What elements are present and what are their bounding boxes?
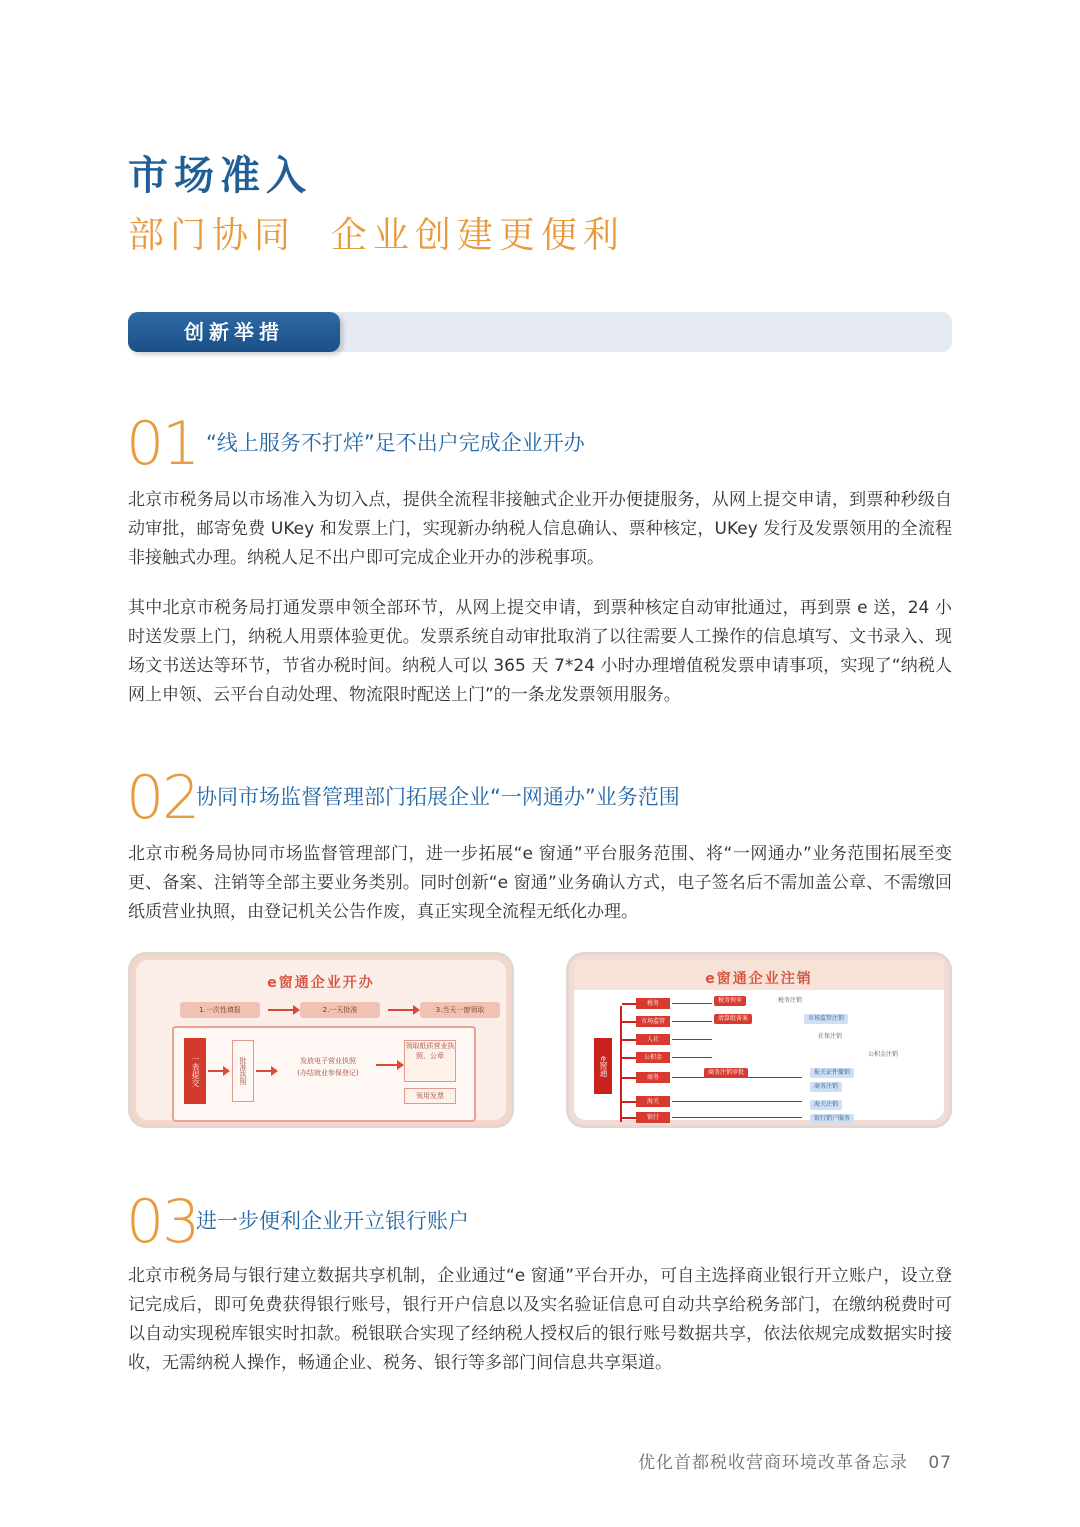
arrow-icon bbox=[256, 1070, 276, 1072]
submit-box: 一表提交 bbox=[184, 1038, 206, 1104]
figure-enterprise-deregistration bbox=[566, 952, 952, 1128]
approve-box: 批准执照 bbox=[232, 1040, 254, 1102]
flow-note: 商务注销审批 bbox=[704, 1068, 748, 1078]
row-connector bbox=[622, 1039, 636, 1041]
flow-step: 2.一天批准 bbox=[300, 1002, 380, 1018]
flow-note: 海关注销 bbox=[810, 1100, 842, 1110]
flow-note: 税务预审 bbox=[714, 996, 746, 1006]
row-connector bbox=[622, 1003, 636, 1005]
arrow-icon bbox=[268, 1009, 298, 1011]
body-paragraph: 北京市税务局协同市场监督管理部门，进一步拓展“e 窗通”平台服务范围、将“一网通办”业务范围拓展至变更、备案、注销等全部主要业务类别。同时创新“e 窗通”业务确认方式，电子签名后不需加盖公章、不需缴回纸质营业执照，由登记机关公告作废，真正实现全流程无纸化办理。 bbox=[128, 844, 952, 922]
flow-note: 清算组备案 bbox=[714, 1014, 752, 1024]
section-number: 03 bbox=[126, 1187, 199, 1257]
arrow-icon bbox=[672, 1039, 712, 1040]
dept-box: 海关 bbox=[636, 1096, 670, 1107]
figure-title: e窗通企业注销 bbox=[705, 971, 813, 987]
row-connector bbox=[622, 1117, 636, 1119]
arrow-icon bbox=[672, 1057, 712, 1058]
issue-note: (办结就业参保登记) bbox=[297, 1069, 359, 1077]
dept-box: 银行 bbox=[636, 1112, 670, 1123]
body-paragraph: 其中北京市税务局打通发票申领全部环节，从网上提交申请，到票种核定自动审批通过，再到票 e 送，24 小时送发票上门，纳税人用票体验更优。发票系统自动审批取消了以往需要人工操作的信息填写、文书录入、现场文书送达等环节，节省办税时间。纳税人可以 365 天 7*24 小时办理增值税发票申请事项，实现了“纳税人网上申领、云平台自动处理、物流限时配送上门”的一条龙发票领用服务。 bbox=[128, 598, 952, 705]
arrow-icon bbox=[388, 1009, 418, 1011]
flow-note: 税务注销 bbox=[774, 996, 806, 1006]
section-number: 01 bbox=[126, 409, 199, 479]
section-title: 协同市场监督管理部门拓展企业“一网通办”业务范围 bbox=[196, 785, 680, 809]
invoice-box: 领用发票 bbox=[404, 1088, 456, 1104]
footer-text: 优化首都税收营商环境改革备忘录 bbox=[637, 1453, 908, 1473]
figure-enterprise-setup bbox=[128, 952, 514, 1128]
dept-box: 公积金 bbox=[636, 1052, 670, 1063]
receive-box: 领取纸质营业执照、公章 bbox=[404, 1040, 456, 1082]
body-paragraph: 北京市税务局以市场准入为切入点，提供全流程非接触式企业开办便捷服务，从网上提交申请，到票种秒级自动审批，邮寄免费 UKey 和发票上门，实现新办纳税人信息确认、票种核定，UKey 发行及发票领用的全流程非接触式办理。纳税人足不出户即可完成企业开办的涉税事项。 bbox=[128, 490, 952, 568]
dept-box: 人社 bbox=[636, 1034, 670, 1045]
row-connector bbox=[622, 1057, 636, 1059]
arrow-icon bbox=[208, 1070, 228, 1072]
issue-label: 发放电子营业执照 bbox=[300, 1057, 356, 1065]
section-banner-label: 创新举措 bbox=[128, 312, 340, 352]
arrow-icon bbox=[672, 1101, 802, 1102]
arrow-icon bbox=[376, 1064, 402, 1066]
flow-note: 市场监管注销 bbox=[804, 1014, 848, 1024]
figure-title: e窗通企业开办 bbox=[267, 975, 375, 991]
flow-step: 1.一次性填报 bbox=[180, 1002, 260, 1018]
section-title: “线上服务不打烊”足不出户完成企业开办 bbox=[206, 431, 585, 455]
hub-connector bbox=[620, 1006, 622, 1122]
flow-note: 报关证件撤销 bbox=[810, 1068, 854, 1078]
arrow-icon bbox=[672, 1003, 712, 1004]
page-subtitle: 部门协同 企业创建更便利 bbox=[128, 215, 625, 256]
flow-note: 公积金注销 bbox=[864, 1050, 902, 1060]
flow-note: 商务注销 bbox=[810, 1082, 842, 1092]
dept-box: 税务 bbox=[636, 998, 670, 1009]
hub-box: e窗通 bbox=[594, 1038, 612, 1094]
dept-box: 市场监管 bbox=[636, 1016, 670, 1027]
section-title: 进一步便利企业开立银行账户 bbox=[196, 1209, 469, 1233]
arrow-icon bbox=[672, 1117, 802, 1118]
section-number: 02 bbox=[126, 763, 199, 833]
dept-box: 商务 bbox=[636, 1072, 670, 1083]
flow-note: 社保注销 bbox=[814, 1032, 846, 1042]
flow-step: 3.当天一窗领取 bbox=[420, 1002, 500, 1018]
flow-note: 银行销户服务 bbox=[810, 1114, 854, 1124]
page-number: 07 bbox=[928, 1453, 952, 1473]
arrow-icon bbox=[672, 1021, 712, 1022]
row-connector bbox=[622, 1077, 636, 1079]
page-footer bbox=[638, 1448, 952, 1473]
row-connector bbox=[622, 1101, 636, 1103]
page-title: 市场准入 bbox=[128, 153, 312, 199]
row-connector bbox=[622, 1021, 636, 1023]
body-paragraph: 北京市税务局与银行建立数据共享机制，企业通过“e 窗通”平台开办，可自主选择商业银行开立账户，设立登记完成后，即可免费获得银行账号，银行开户信息以及实名验证信息可自动共享给税务部门，在缴纳税费时可以自动实现税库银实时扣款。税银联合实现了经纳税人授权后的银行账号数据共享，依法依规完成数据实时接收，无需纳税人操作，畅通企业、税务、银行等多部门间信息共享渠道。 bbox=[128, 1266, 952, 1373]
